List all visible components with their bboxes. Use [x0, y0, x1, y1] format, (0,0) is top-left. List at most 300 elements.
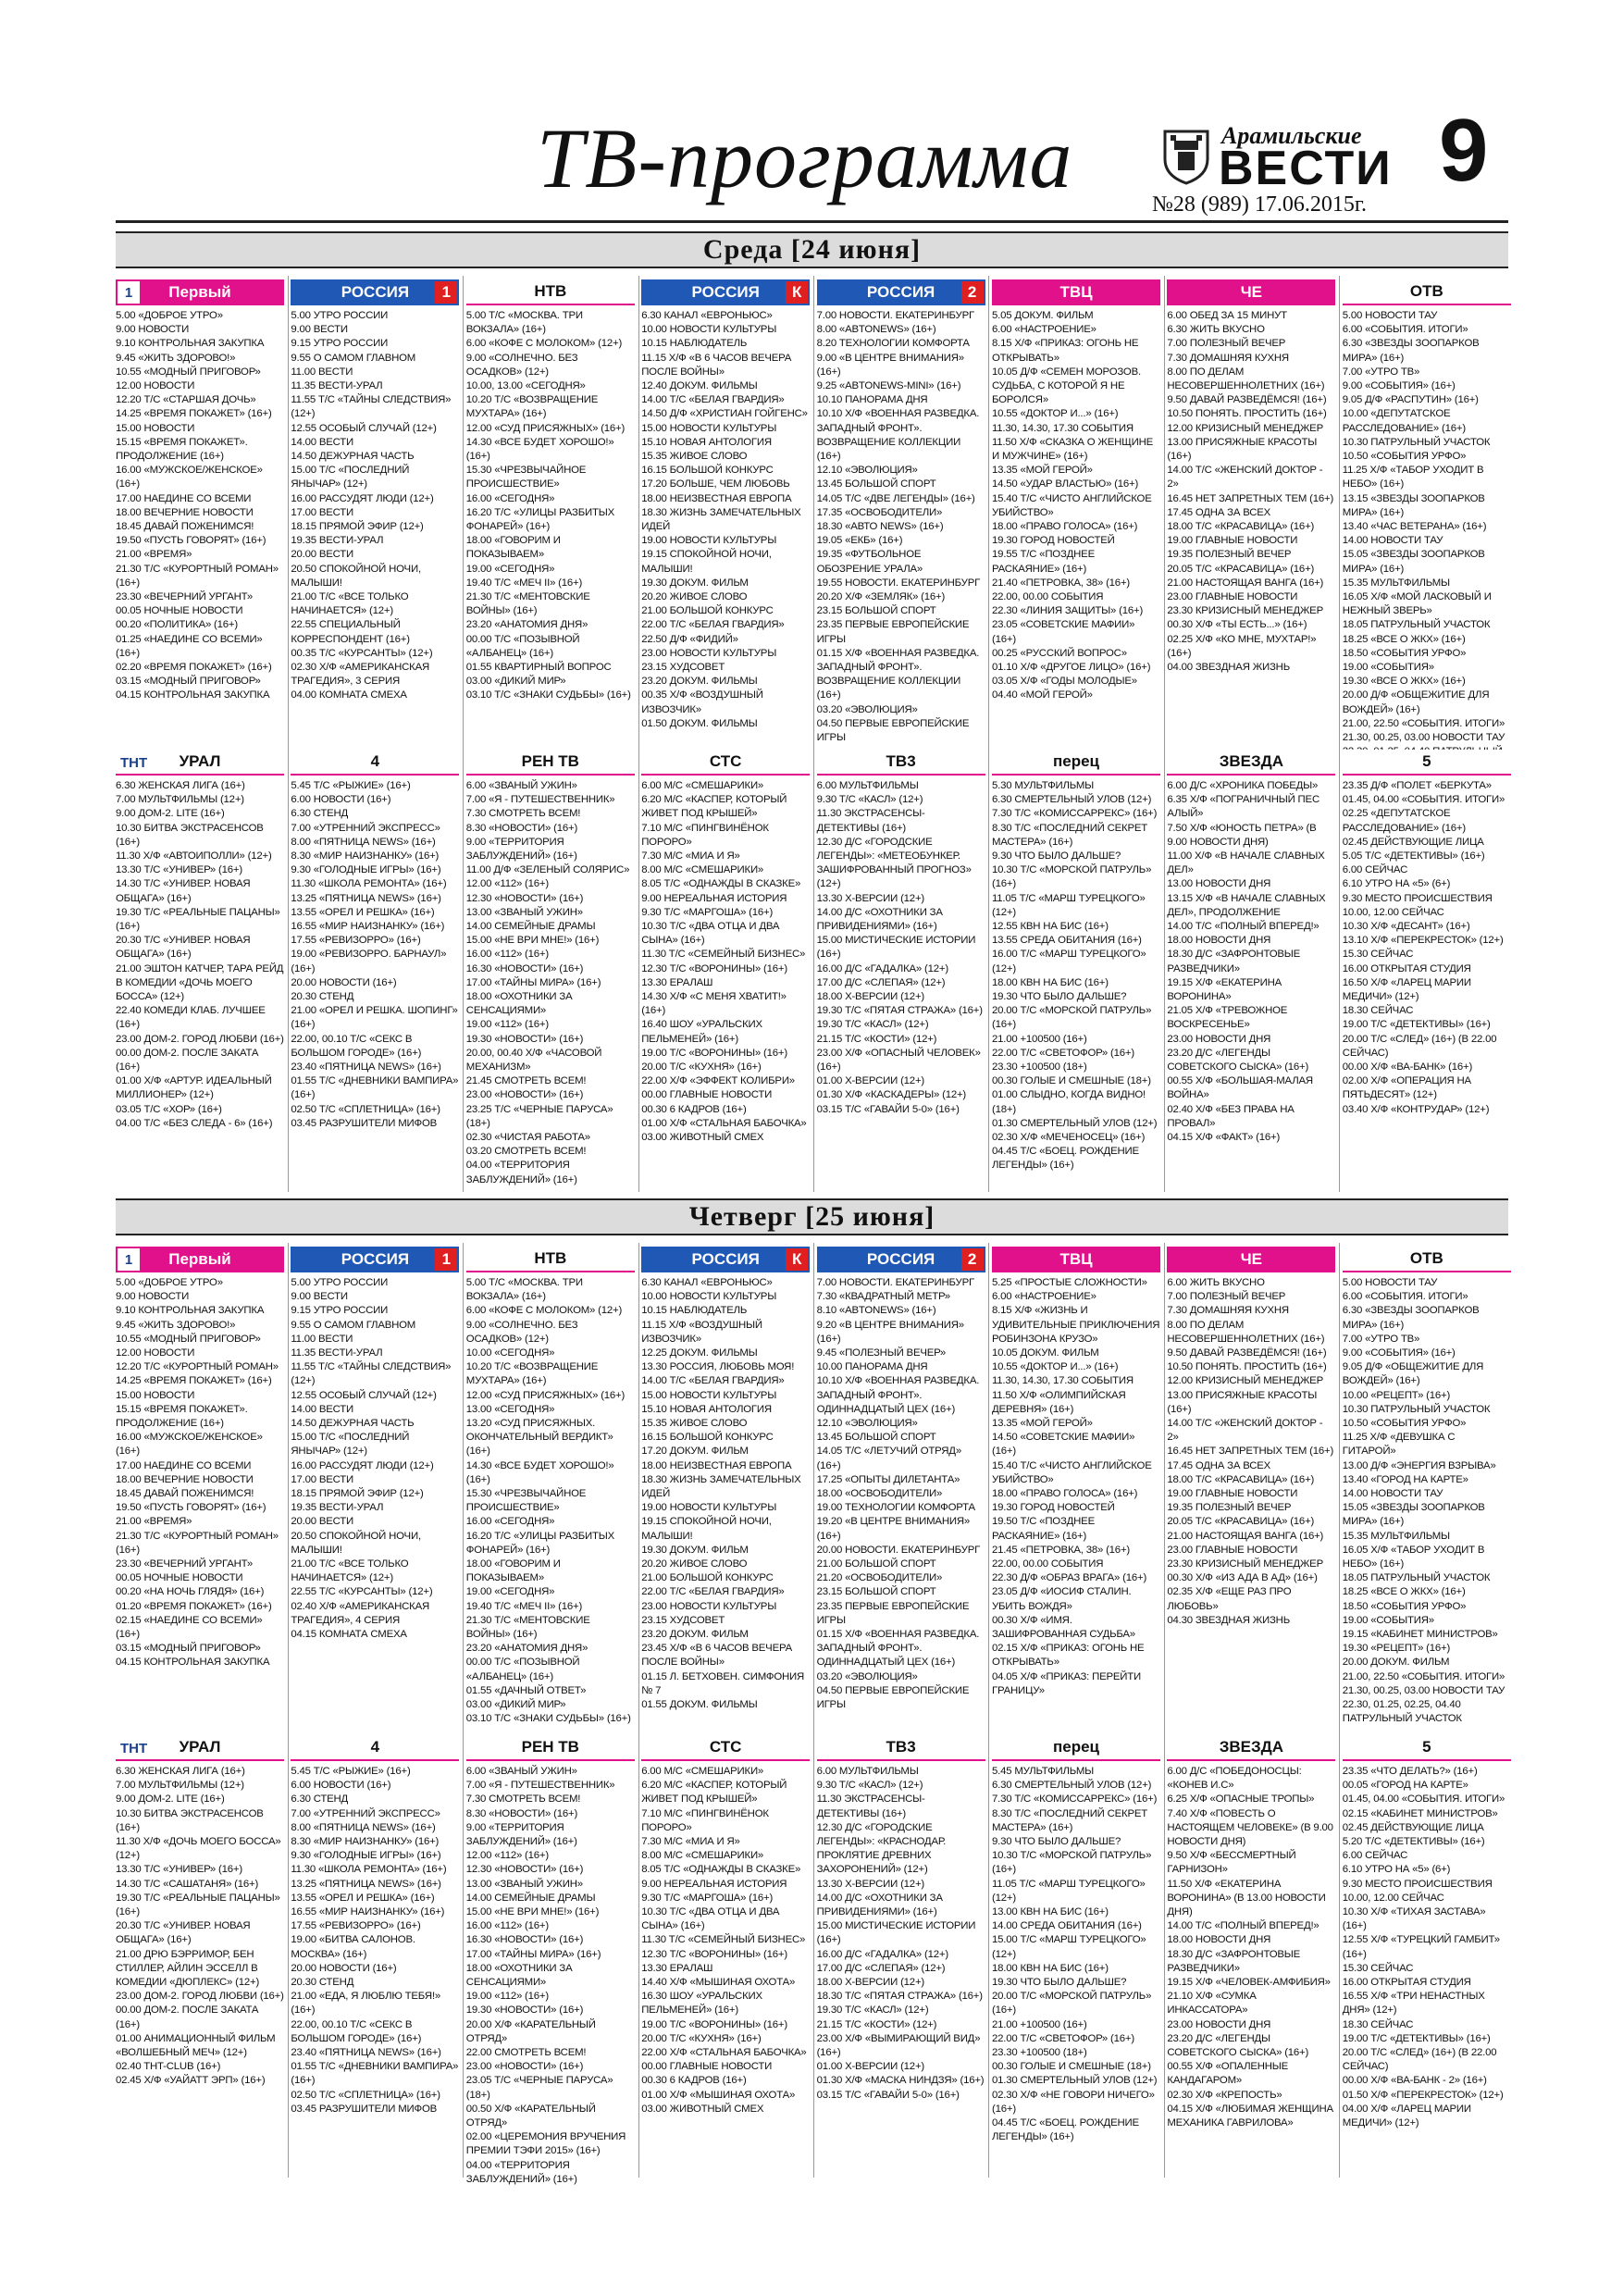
channel-block — [817, 750, 985, 1185]
program-item: 7.10 М/С «ПИНГВИНЁНОК ПОРОРО» — [641, 1807, 769, 1833]
program-item: 13.00 Д/Ф «ЭНЕРГИЯ ВЗРЫВА» — [1342, 1459, 1496, 1471]
program-list — [116, 1276, 284, 1670]
channel-name: 5 — [1422, 1738, 1431, 1756]
program-item: 14.00 Д/С «ОХОТНИКИ ЗА ПРИВИДЕНИЯМИ» (16+) — [816, 1892, 943, 1918]
program-item: 19.15 Х/Ф «ЧЕЛОВЕК-АМФИБИЯ» — [1167, 1977, 1331, 1989]
program-item: 14.25 «ВРЕМЯ ПОКАЖЕТ» (16+) — [116, 1375, 272, 1387]
program-list — [291, 779, 459, 1131]
program-item: 5.20 Т/С «ДЕТЕКТИВЫ» (16+) — [1342, 1836, 1485, 1848]
program-item: 01.00 Х/Ф «МЫШИНАЯ ОХОТА» — [641, 2089, 796, 2101]
program-item: 04.00 Х/Ф «ЛАРЕЦ МАРИИ МЕДИЧИ» (12+) — [1342, 2103, 1471, 2129]
program-item: 15.00 НОВОСТИ — [116, 1389, 195, 1401]
program-item: 19.00 ГЛАВНЫЕ НОВОСТИ — [1167, 535, 1298, 547]
channel-block — [1343, 1735, 1511, 2133]
channel-logo-россия — [817, 279, 985, 305]
channel-name: ТВ3 — [886, 1738, 916, 1756]
channel-name: ЗВЕЗДА — [1219, 752, 1284, 770]
channel-name: Первый — [168, 283, 231, 301]
program-item: 19.35 ВЕСТИ-УРАЛ — [291, 1502, 384, 1514]
channel-number-badge: 1 — [435, 1248, 457, 1271]
program-item: 17.00 НАЕДИНЕ СО ВСЕМИ — [116, 492, 252, 504]
program-item: 18.00 Т/С «КРАСАВИЦА» (16+) — [1167, 521, 1315, 533]
program-item: 11.30, 14.30, 17.30 СОБЫТИЯ — [992, 1375, 1134, 1387]
program-item: 19.50 «ПУСТЬ ГОВОРЯТ» (16+) — [116, 535, 266, 547]
program-item: 23.30 КРИЗИСНЫЙ МЕНЕДЖЕР — [1167, 1558, 1323, 1570]
program-item: 18.00 Х-ВЕРСИИ (12+) — [816, 1977, 924, 1989]
channel-name: Первый — [168, 1250, 231, 1268]
program-item: 6.00 М/С «СМЕШАРИКИ» — [641, 1766, 764, 1777]
program-item: 20.50 СПОКОЙНОЙ НОЧИ, МАЛЫШИ! — [291, 563, 421, 589]
channel-block — [992, 1247, 1160, 1728]
program-item: 9.00 «СОБЫТИЯ» (16+) — [1342, 1347, 1456, 1359]
program-item: 20.00 НОВОСТИ. ЕКАТЕРИНБУРГ — [816, 1544, 981, 1556]
program-item: 04.15 Х/Ф «ФАКТ» (16+) — [1167, 1132, 1281, 1144]
program-item: 18.15 ПРЯМОЙ ЭФИР (12+) — [291, 521, 424, 533]
channel-name: ЗВЕЗДА — [1219, 1738, 1284, 1756]
program-item: 14.00 СЕМЕЙНЫЕ ДРАМЫ — [465, 921, 596, 933]
column-divider — [813, 1243, 814, 2178]
program-item: 7.00 ПОЛЕЗНЫЙ ВЕЧЕР — [1167, 1291, 1286, 1303]
program-item: 17.45 ОДНА ЗА ВСЕХ — [1167, 1459, 1271, 1471]
program-item: 15.35 МУЛЬТФИЛЬМЫ — [1342, 1530, 1450, 1542]
program-item: 14.25 «ВРЕМЯ ПОКАЖЕТ» (16+) — [116, 408, 272, 420]
program-item: 23.30 «ВЕЧЕРНИЙ УРГАНТ» — [116, 591, 254, 603]
program-item: 19.35 ПОЛЕЗНЫЙ ВЕЧЕР — [1167, 549, 1292, 561]
program-item: 11.30 ЭКСТРАСЕНСЫ-ДЕТЕКТИВЫ (16+) — [816, 808, 925, 834]
program-item: 18.05 ПАТРУЛЬНЫЙ УЧАСТОК — [1342, 1572, 1491, 1584]
newspaper-brand — [1152, 118, 1430, 217]
program-list — [291, 1276, 459, 1642]
program-item: 6.00 «КОФЕ С МОЛОКОМ» (12+) — [465, 338, 623, 350]
program-item: 10.55 «ДОКТОР И...» (16+) — [992, 1361, 1119, 1373]
program-item: 6.00 СЕЙЧАС — [1342, 864, 1408, 876]
program-item: 19.30 «НОВОСТИ» (16+) — [465, 1033, 584, 1045]
channel-logo-россия — [291, 1247, 459, 1272]
program-item: 00.30 6 КАДРОВ (16+) — [641, 2075, 747, 2087]
channel-name: УРАЛ — [179, 1738, 221, 1756]
program-item: 03.15 Т/С «ГАВАЙИ 5-0» (16+) — [816, 2089, 960, 2101]
program-item: 04.30 ЗВЕЗДНАЯ ЖИЗНЬ — [1167, 1614, 1290, 1626]
channel-logo-нтв — [466, 279, 635, 305]
program-item: 20.00 НОВОСТИ (16+) — [291, 1962, 397, 1974]
program-item: 03.10 Т/С «ЗНАКИ СУДЬБЫ» (16+) — [465, 1713, 631, 1725]
channel-block — [641, 279, 810, 742]
program-item: 8.00 «ПЯТНИЦА NEWS» (16+) — [291, 836, 436, 848]
program-item: 16.55 «МИР НАИЗНАНКУ» (16+) — [291, 1906, 445, 1918]
program-item: 6.10 УТРО НА «5» (6+) — [1342, 878, 1451, 890]
program-item: 16.00 «112» (16+) — [465, 949, 549, 961]
program-item: 19.30 «НОВОСТИ» (16+) — [465, 2004, 584, 2017]
program-list — [817, 1276, 985, 1712]
channel-logo-урал — [116, 1735, 284, 1761]
channel-name: ТВЦ — [1059, 1250, 1093, 1268]
program-item: 00.25 «РУССКИЙ ВОПРОС» — [992, 647, 1127, 659]
program-item: 15.30 «ЧРЕЗВЫЧАЙНОЕ ПРОИСШЕСТВИЕ» — [465, 465, 587, 490]
program-item: 18.25 «ВСЕ О ЖКХ» (16+) — [1342, 1586, 1466, 1598]
program-item: 10.00, 13.00 «СЕГОДНЯ» — [465, 380, 586, 392]
program-item: 01.45, 04.00 «СОБЫТИЯ. ИТОГИ» — [1342, 794, 1505, 806]
program-item: 10.50 «СОБЫТИЯ УРФО» — [1342, 451, 1467, 463]
program-item: 11.55 Т/С «ТАЙНЫ СЛЕДСТВИЯ» (12+) — [291, 1361, 452, 1387]
program-item: 23.30 +100500 (18+) — [992, 2047, 1087, 2059]
program-item: 18.30 Д/С «ЗАФРОНТОВЫЕ РАЗВЕДЧИКИ» — [1167, 1948, 1301, 1974]
program-item: 17.00 «ТАЙНЫ МИРА» (16+) — [465, 1948, 601, 1960]
program-item: 15.00 НОВОСТИ КУЛЬТУРЫ — [641, 1389, 777, 1401]
program-item: 14.00 НОВОСТИ ТАУ — [1342, 535, 1443, 547]
column-divider — [638, 276, 639, 1192]
program-item: 9.55 О САМОМ ГЛАВНОМ — [291, 1319, 416, 1331]
program-item: 21.00 БОЛЬШОЙ КОНКУРС — [641, 605, 774, 617]
channel-logo-тв3 — [817, 750, 985, 776]
program-item: 03.15 Т/С «ГАВАЙИ 5-0» (16+) — [816, 1103, 960, 1115]
program-item: 15.00 НОВОСТИ КУЛЬТУРЫ — [641, 422, 777, 434]
program-item: 18.50 «СОБЫТИЯ УРФО» — [1342, 647, 1467, 659]
column-divider — [1339, 1243, 1340, 2178]
program-item: 21.30, 00.25, 03.00 НОВОСТИ ТАУ — [1342, 1684, 1505, 1696]
channel-number-badge: К — [786, 281, 808, 304]
program-item: 22.00 Т/С «СВЕТОФОР» (16+) — [992, 1047, 1134, 1059]
program-item: 11.50 Х/Ф «ОЛИМПИЙСКАЯ ДЕРЕВНЯ» (16+) — [992, 1389, 1126, 1415]
program-item: 04.45 Т/С «БОЕЦ. РОЖДЕНИЕ ЛЕГЕНДЫ» (16+) — [992, 2117, 1139, 2143]
program-item: 12.30 Т/С «ВОРОНИНЫ» (16+) — [641, 1948, 787, 1960]
channel-name: 4 — [370, 1738, 380, 1756]
program-item: 6.30 СМЕРТЕЛЬНЫЙ УЛОВ (12+) — [992, 794, 1152, 806]
program-item: 12.30 Д/С «ГОРОДСКИЕ ЛЕГЕНДЫ»: «КРАСНОДАР. ПРОКЛЯТИЕ ДРЕВНИХ ЗАХОРОНЕНИЙ» (12+) — [816, 1821, 947, 1876]
program-item: 11.30 Х/Ф «ДОЧЬ МОЕГО БОССА» (12+) — [116, 1836, 281, 1862]
column-divider — [988, 1243, 989, 2178]
program-item: 14.00 Т/С «БЕЛАЯ ГВАРДИЯ» — [641, 394, 785, 406]
program-item: 8.30 «НОВОСТИ» (16+) — [465, 822, 578, 834]
program-item: 16.00 ОТКРЫТАЯ СТУДИЯ — [1342, 962, 1471, 974]
program-list — [641, 1276, 810, 1712]
program-item: 15.00 МИСТИЧЕСКИЕ ИСТОРИИ (16+) — [816, 1920, 976, 1946]
program-item: 8.10 «ABTONEWS» (16+) — [816, 1305, 936, 1317]
program-item: 01.10 Х/Ф «ДРУГОЕ ЛИЦО» (16+) — [992, 662, 1151, 674]
program-item: 14.50 ДЕЖУРНАЯ ЧАСТЬ — [291, 451, 415, 463]
program-item: 01.30 СМЕРТЕЛЬНЫЙ УЛОВ (12+) — [992, 2075, 1158, 2087]
channel-logo-твц — [992, 279, 1160, 305]
program-item: 7.30 М/С «МИА И Я» — [641, 1836, 740, 1848]
program-item: 13.00 «ЗВАНЫЙ УЖИН» — [465, 1878, 583, 1890]
program-item: 16.45 НЕТ ЗАПРЕТНЫХ ТЕМ (16+) — [1167, 1446, 1334, 1458]
program-item: 19.00 Т/С «ДЕТЕКТИВЫ» (16+) — [1342, 1019, 1491, 1031]
program-item: 11.15 Х/Ф «В 6 ЧАСОВ ВЕЧЕРА ПОСЛЕ ВОЙНЫ» — [641, 352, 792, 378]
program-item: 11.00 ВЕСТИ — [291, 366, 353, 378]
channel-logo-звезда — [1167, 750, 1335, 776]
program-item: 11.50 Х/Ф «СКАЗКА О ЖЕНЩИНЕ И МУЖЧИНЕ» (16+) — [992, 436, 1154, 463]
program-item: 01.30 Х/Ф «МАСКА НИНДЗЯ» (16+) — [816, 2075, 985, 2087]
program-item: 16.00 Т/С «МАРШ ТУРЕЦКОГО» (12+) — [992, 949, 1146, 974]
column-divider — [463, 1243, 464, 2178]
program-item: 15.00 Т/С «МАРШ ТУРЕЦКОГО» (12+) — [992, 1934, 1146, 1960]
program-item: 00.00 ГЛАВНЫЕ НОВОСТИ — [641, 2061, 773, 2073]
channel-name: 4 — [370, 752, 380, 770]
program-item: 18.00 «ПРАВО ГОЛОСА» (16+) — [992, 1488, 1138, 1500]
channel-name: ЧЕ — [1240, 283, 1263, 301]
program-item: 01.15 Х/Ф «ВОЕННАЯ РАЗВЕДКА. ЗАПАДНЫЙ ФРОНТ». ОДИННАДЦАТЫЙ ЦЕХ (16+) — [816, 1629, 980, 1669]
program-item: 12.40 ДОКУМ. ФИЛЬМЫ — [641, 380, 758, 392]
program-item: 23.00 ГЛАВНЫЕ НОВОСТИ — [1167, 1544, 1298, 1556]
program-list — [992, 309, 1160, 703]
program-item: 01.30 СМЕРТЕЛЬНЫЙ УЛОВ (12+) — [992, 1117, 1158, 1129]
program-item: 02.45 ДЕЙСТВУЮЩИЕ ЛИЦА — [1342, 836, 1484, 848]
channel-number-badge: 2 — [961, 1248, 984, 1271]
header-rule — [116, 220, 1508, 223]
channel-block — [992, 279, 1160, 742]
program-item: 10.30 БИТВА ЭКСТРАСЕНСОВ (16+) — [116, 1807, 264, 1833]
program-item: 14.00 Т/С «ПОЛНЫЙ ВПЕРЕД!» — [1167, 1920, 1319, 1932]
brand-top-text: Арамильские — [1221, 122, 1362, 149]
program-item: 02.25 «ДЕПУТАТСКОЕ РАССЛЕДОВАНИЕ» (16+) — [1342, 808, 1466, 834]
program-item: 12.00 «112» (16+) — [465, 878, 549, 890]
program-item: 10.50 «СОБЫТИЯ УРФО» — [1342, 1418, 1467, 1430]
program-item: 8.15 Х/Ф «ПРИКАЗ: ОГОНЬ НЕ ОТКРЫВАТЬ» — [992, 338, 1139, 364]
program-item: 04.15 Х/Ф «ЛЮБИМАЯ ЖЕНЩИНА МЕХАНИКА ГАВРИЛОВА» — [1167, 2103, 1333, 2129]
program-item: 02.45 Х/Ф «УАЙАТТ ЭРП» (16+) — [116, 2075, 266, 2087]
program-item: 13.15 «ЗВЕЗДЫ ЗООПАРКОВ МИРА» (16+) — [1342, 492, 1485, 518]
program-item: 7.00 МУЛЬТФИЛЬМЫ (12+) — [116, 1780, 244, 1792]
program-item: 23.00 Х/Ф «ОПАСНЫЙ ЧЕЛОВЕК» (16+) — [816, 1047, 981, 1074]
program-item: 9.30 «ГОЛОДНЫЕ ИГРЫ» (16+) — [291, 1850, 441, 1862]
program-item: 21.30 Т/С «МЕНТОВСКИЕ ВОЙНЫ» (16+) — [465, 591, 590, 617]
program-item: 20.30 Т/С «УНИВЕР. НОВАЯ ОБЩАГА» (16+) — [116, 935, 251, 961]
program-item: 20.00 Х/Ф «КАРАТЕЛЬНЫЙ ОТРЯД» — [465, 2018, 596, 2044]
program-item: 10.30 Т/С «МОРСКОЙ ПАТРУЛЬ» (16+) — [992, 864, 1152, 890]
program-item: 04.00 КОМНАТА СМЕХА — [291, 689, 407, 701]
program-item: 18.30 Т/С «ПЯТАЯ СТРАЖА» (16+) — [816, 1991, 983, 2003]
program-item: 18.45 ДАВАЙ ПОЖЕНИМСЯ! — [116, 1488, 254, 1500]
program-item: 6.00 ОБЕД ЗА 15 МИНУТ — [1167, 310, 1287, 321]
program-item: 5.05 Т/С «ДЕТЕКТИВЫ» (16+) — [1342, 850, 1485, 863]
program-item: 03.05 Х/Ф «ГОДЫ МОЛОДЫЕ» — [992, 676, 1137, 688]
program-item: 02.20 «ВРЕМЯ ПОКАЖЕТ» (16+) — [116, 662, 272, 674]
program-list — [291, 1765, 459, 2116]
program-item: 19.30 Т/С «РЕАЛЬНЫЕ ПАЦАНЫ» (16+) — [116, 1892, 280, 1918]
program-item: 6.30 СМЕРТЕЛЬНЫЙ УЛОВ (12+) — [992, 1780, 1152, 1792]
program-item: 15.35 ЖИВОЕ СЛОВО — [641, 451, 748, 463]
channel-block — [992, 1735, 1160, 2143]
program-item: 23.35 ПЕРВЫЕ ЕВРОПЕЙСКИЕ ИГРЫ — [816, 619, 970, 645]
program-item: 14.00 СЕМЕЙНЫЕ ДРАМЫ — [465, 1892, 596, 1904]
program-item: 12.55 ОСОБЫЙ СЛУЧАЙ (12+) — [291, 1389, 437, 1401]
program-item: 12.00 «СУД ПРИСЯЖНЫХ» (16+) — [465, 422, 626, 434]
program-item: 22.55 Т/С «КУРСАНТЫ» (12+) — [291, 1586, 433, 1598]
channel-name: РОССИЯ — [341, 283, 410, 301]
program-item: 04.50 ПЕРВЫЕ ЕВРОПЕЙСКИЕ ИГРЫ — [816, 717, 970, 744]
program-item: 10.30 ПАТРУЛЬНЫЙ УЧАСТОК — [1342, 1403, 1491, 1415]
program-item: 11.25 Х/Ф «ТАБОР УХОДИТ В НЕБО» (16+) — [1342, 465, 1484, 490]
program-item: 19.00 ТЕХНОЛОГИИ КОМФОРТА — [816, 1502, 975, 1514]
program-item: 18.15 ПРЯМОЙ ЭФИР (12+) — [291, 1488, 424, 1500]
program-item: 14.00 Д/С «ОХОТНИКИ ЗА ПРИВИДЕНИЯМИ» (16+) — [816, 906, 943, 933]
program-item: 8.30 «МИР НАИЗНАНКУ» (16+) — [291, 850, 440, 863]
program-item: 13.30 РОССИЯ, ЛЮБОВЬ МОЯ! — [641, 1361, 795, 1373]
program-item: 01.00 СЛЫДНО, КОГДА ВИДНО! (18+) — [992, 1089, 1146, 1115]
channel-block — [1343, 279, 1511, 742]
program-item: 02.25 Х/Ф «КО МНЕ, МУХТАР!» (16+) — [1167, 633, 1317, 659]
program-item: 22.50 Д/Ф «ФИДИЙ» — [641, 633, 738, 645]
program-item: 6.30 ЖИТЬ ВКУСНО — [1167, 324, 1265, 336]
program-item: 04.00 Т/С «БЕЗ СЛЕДА - 6» (16+) — [116, 1117, 273, 1129]
program-item: 00.00 Т/С «ПОЗЫВНОЙ «АЛБАНЕЦ» (16+) — [465, 633, 580, 659]
channel-name: РЕН ТВ — [521, 752, 579, 770]
program-item: 21.00 +100500 (16+) — [992, 2018, 1087, 2030]
channel-logo-4 — [291, 750, 459, 776]
program-item: 16.00 «СЕГОДНЯ» — [465, 492, 555, 504]
program-item: 00.05 НОЧНЫЕ НОВОСТИ — [116, 605, 243, 617]
program-item: 13.10 Х/Ф «ПЕРЕКРЕСТОК» (12+) — [1342, 935, 1504, 947]
program-list — [1167, 1276, 1335, 1628]
program-item: 20.00 Т/С «СЛЕД» (16+) (В 22.00 СЕЙЧАС) — [1342, 1033, 1497, 1059]
program-item: 00.30 Х/Ф «ИМЯ. ЗАШИФРОВАННАЯ СУДЬБА» — [992, 1614, 1135, 1641]
program-item: 00.20 «НА НОЧЬ ГЛЯДЯ» (16+) — [116, 1586, 265, 1598]
program-item: 21.40 «ПЕТРОВКА, 38» (16+) — [992, 577, 1130, 589]
program-item: 21.00, 22.50 «СОБЫТИЯ. ИТОГИ» — [1342, 1670, 1505, 1682]
column-divider — [288, 1243, 289, 2178]
program-item: 16.00 «МУЖСКОЕ/ЖЕНСКОЕ» (16+) — [116, 465, 263, 490]
program-item: 10.10 ПАНОРАМА ДНЯ — [816, 394, 928, 406]
program-item: 10.30 БИТВА ЭКСТРАСЕНСОВ (16+) — [116, 822, 264, 848]
program-item: 8.00 «ABTONEWS» (16+) — [816, 324, 936, 336]
program-item: 20.00 Т/С «КУХНЯ» (16+) — [641, 1061, 762, 1074]
program-item: 01.55 ДОКУМ. ФИЛЬМЫ — [641, 1699, 758, 1711]
program-item: 10.30 Х/Ф «ДЕСАНТ» (16+) — [1342, 921, 1470, 933]
program-item: 16.55 Х/Ф «ТРИ НЕНАСТНЫХ ДНЯ» (12+) — [1342, 1991, 1485, 2017]
program-item: 04.45 Т/С «БОЕЦ. РОЖДЕНИЕ ЛЕГЕНДЫ» (16+) — [992, 1146, 1139, 1172]
program-item: 9.20 «В ЦЕНТРЕ ВНИМАНИЯ» (16+) — [816, 1319, 964, 1345]
program-item: 10.30 Т/С «ДВА ОТЦА И ДВА СЫНА» (16+) — [641, 921, 780, 947]
program-item: 10.55 «МОДНЫЙ ПРИГОВОР» — [116, 366, 261, 378]
program-item: 11.30, 14.30, 17.30 СОБЫТИЯ — [992, 422, 1134, 434]
channel-logo-рен-тв — [466, 1735, 635, 1761]
channel-number-badge: К — [786, 1248, 808, 1271]
channel-name: ТВЦ — [1059, 283, 1093, 301]
program-item: 18.05 ПАТРУЛЬНЫЙ УЧАСТОК — [1342, 619, 1491, 631]
program-item: 23.30 «ВЕЧЕРНИЙ УРГАНТ» — [116, 1558, 254, 1570]
program-item: 19.30 ЧТО БЫЛО ДАЛЬШЕ? — [992, 1977, 1127, 1989]
program-item: 04.50 ПЕРВЫЕ ЕВРОПЕЙСКИЕ ИГРЫ — [816, 1684, 970, 1711]
program-item: 22.00 Т/С «БЕЛАЯ ГВАРДИЯ» — [641, 619, 785, 631]
program-item: 14.05 Т/С «ЛЕТУЧИЙ ОТРЯД» (16+) — [816, 1446, 961, 1471]
program-item: 7.00 «УТРЕННИЙ ЭКСПРЕСС» — [291, 1807, 440, 1819]
program-item: 9.10 КОНТРОЛЬНАЯ ЗАКУПКА — [116, 1305, 265, 1317]
program-item: 16.50 Х/Ф «ЛАРЕЦ МАРИИ МЕДИЧИ» (12+) — [1342, 976, 1471, 1003]
program-item: 13.55 СРЕДА ОБИТАНИЯ (16+) — [992, 935, 1142, 947]
program-item: 01.00 Х-ВЕРСИИ (12+) — [816, 2061, 924, 2073]
program-item: 7.00 «Я - ПУТЕШЕСТВЕННИК» — [465, 1780, 615, 1792]
program-item: 18.30 СЕЙЧАС — [1342, 1005, 1414, 1017]
program-item: 13.30 Х-ВЕРСИИ (12+) — [816, 892, 924, 904]
channel-name: РОССИЯ — [866, 283, 935, 301]
program-item: 13.00 НОВОСТИ ДНЯ — [1167, 878, 1271, 890]
program-item: 6.00 ЖИТЬ ВКУСНО — [1167, 1277, 1265, 1288]
program-item: 14.30 «ВСЕ БУДЕТ ХОРОШО!» (16+) — [465, 436, 614, 463]
channel-name: НТВ — [534, 282, 567, 300]
program-item: 10.00 «ДЕПУТАТСКОЕ РАССЛЕДОВАНИЕ» (16+) — [1342, 408, 1466, 434]
program-item: 13.25 «ПЯТНИЦА NEWS» (16+) — [291, 1878, 441, 1890]
program-item: 20.30 СТЕНД — [291, 991, 354, 1003]
program-item: 11.30 Т/С «СЕМЕЙНЫЙ БИЗНЕС» — [641, 1934, 806, 1946]
program-item: 23.00 «НОВОСТИ» (16+) — [465, 1089, 584, 1101]
program-item: 00.35 Х/Ф «ВОЗДУШНЫЙ ИЗВОЗЧИК» — [641, 689, 763, 715]
program-item: 12.20 Т/С «КУРОРТНЫЙ РОМАН» — [116, 1361, 279, 1373]
channel-block — [1167, 1247, 1335, 1728]
program-item: 02.30 «ЧИСТАЯ РАБОТА» — [465, 1132, 590, 1144]
program-item: 16.00 РАССУДЯТ ЛЮДИ (12+) — [291, 492, 434, 504]
program-item: 6.30 «ЗВЕЗДЫ ЗООПАРКОВ МИРА» (16+) — [1342, 1305, 1480, 1331]
program-item: 13.00 ПРИСЯЖНЫЕ КРАСОТЫ (16+) — [1167, 1389, 1318, 1415]
channel-logo-урал — [116, 750, 284, 776]
program-item: 19.30 Т/С «ПЯТАЯ СТРАЖА» (16+) — [816, 1005, 983, 1017]
program-list — [817, 779, 985, 1117]
channel-logo-россия — [291, 279, 459, 305]
program-item: 10.30 ПАТРУЛЬНЫЙ УЧАСТОК — [1342, 436, 1491, 448]
program-item: 18.00 «ГОВОРИМ И ПОКАЗЫВАЕМ» — [465, 535, 561, 561]
program-item: 7.30 СМОТРЕТЬ ВСЕМ! — [465, 808, 581, 820]
program-item: 02.00 «ЦЕРЕМОНИЯ ВРУЧЕНИЯ ПРЕМИИ ТЭФИ 2015» (16+) — [465, 2131, 626, 2157]
program-item: 10.10 Х/Ф «ВОЕННАЯ РАЗВЕДКА. ЗАПАДНЫЙ ФРОНТ». ОДИННАДЦАТЫЙ ЦЕХ (16+) — [816, 1375, 980, 1415]
channel-logo-рен-тв — [466, 750, 635, 776]
program-item: 20.30 Т/С «УНИВЕР. НОВАЯ ОБЩАГА» (16+) — [116, 1920, 251, 1946]
program-item: 12.30 Д/С «ГОРОДСКИЕ ЛЕГЕНДЫ»: «МЕТЕОБУНКЕР. ЗАШИФРОВАННЫЙ ПРОГНОЗ» (12+) — [816, 836, 972, 890]
program-item: 13.20 «СУД ПРИСЯЖНЫХ. ОКОНЧАТЕЛЬНЫЙ ВЕРДИКТ» (16+) — [465, 1418, 613, 1458]
program-item: 13.35 «МОЙ ГЕРОЙ» — [992, 465, 1093, 477]
channel-mark: ТНТ — [118, 1737, 150, 1759]
program-item: 14.00 ВЕСТИ — [291, 1403, 354, 1415]
program-item: 18.00 Т/С «КРАСАВИЦА» (16+) — [1167, 1473, 1315, 1485]
program-item: 10.00 «СЕГОДНЯ» — [465, 1347, 555, 1359]
program-item: 11.50 Х/Ф «ЕКАТЕРИНА ВОРОНИНА» (В 13.00 НОВОСТИ ДНЯ) — [1167, 1878, 1326, 1918]
column-divider — [638, 1243, 639, 2178]
program-item: 8.15 Х/Ф «ЖИЗНЬ И УДИВИТЕЛЬНЫЕ ПРИКЛЮЧЕНИЯ РОБИНЗОНА КРУЗО» — [992, 1305, 1160, 1345]
program-item: 12.55 Х/Ф «ТУРЕЦКИЙ ГАМБИТ» (16+) — [1342, 1934, 1500, 1960]
program-item: 9.30 Т/С «КАСЛ» (12+) — [816, 1780, 923, 1792]
program-item: 22.00 Х/Ф «ЭФФЕКТ КОЛИБРИ» — [641, 1075, 795, 1087]
page-title: ТВ-программа — [537, 111, 1073, 205]
channel-logo-перец — [992, 750, 1160, 776]
program-item: 04.15 КОНТРОЛЬНАЯ ЗАКУПКА — [116, 689, 270, 701]
program-item: 01.15 Л. БЕТХОВЕН. СИМФОНИЯ № 7 — [641, 1670, 805, 1696]
program-item: 00.05 «ГОРОД НА КАРТЕ» — [1342, 1780, 1468, 1792]
program-item: 20.20 ЖИВОЕ СЛОВО — [641, 591, 748, 603]
program-item: 11.30 Т/С «СЕМЕЙНЫЙ БИЗНЕС» — [641, 949, 806, 961]
program-item: 19.00 «СОБЫТИЯ» — [1342, 662, 1434, 674]
channel-name: ЧЕ — [1240, 1250, 1263, 1268]
program-list — [992, 779, 1160, 1173]
program-item: 19.30 ЧТО БЫЛО ДАЛЬШЕ? — [992, 991, 1127, 1003]
program-item: 02.40 THT-CLUB (16+) — [116, 2061, 221, 2073]
program-item: 13.30 Т/С «УНИВЕР» (16+) — [116, 1864, 242, 1876]
program-item: 17.00 НАЕДИНЕ СО ВСЕМИ — [116, 1459, 252, 1471]
program-item: 01.55 «ДАЧНЫЙ ОТВЕТ» — [465, 1684, 587, 1696]
channel-name: УРАЛ — [179, 752, 221, 770]
program-item: 10.30 Х/Ф «ТИХАЯ ЗАСТАВА» (16+) — [1342, 1906, 1486, 1932]
program-item: 00.00 ДОМ-2. ПОСЛЕ ЗАКАТА (16+) — [116, 2004, 259, 2030]
program-item: 5.00 НОВОСТИ ТАУ — [1342, 1277, 1438, 1288]
channel-block — [1343, 750, 1511, 1185]
program-item: 19.30 Т/С «КАСЛ» (12+) — [816, 2004, 929, 2017]
program-item: 21.30 Т/С «КУРОРТНЫЙ РОМАН» (16+) — [116, 563, 279, 589]
program-item: 9.00 «СОЛНЕЧНО. БЕЗ ОСАДКОВ» (12+) — [465, 1319, 578, 1345]
program-item: 19.00 НОВОСТИ КУЛЬТУРЫ — [641, 535, 777, 547]
channel-logo-первый — [116, 1247, 284, 1272]
channel-block — [466, 279, 635, 742]
program-item: 19.35 ПОЛЕЗНЫЙ ВЕЧЕР — [1167, 1502, 1292, 1514]
program-item: 22.00 Т/С «БЕЛАЯ ГВАРДИЯ» — [641, 1586, 785, 1598]
program-item: 17.20 ДОКУМ. ФИЛЬМ — [641, 1446, 749, 1458]
program-item: 00.30 ГОЛЫЕ И СМЕШНЫЕ (18+) — [992, 2061, 1151, 2073]
program-item: 19.35 ВЕСТИ-УРАЛ — [291, 535, 384, 547]
